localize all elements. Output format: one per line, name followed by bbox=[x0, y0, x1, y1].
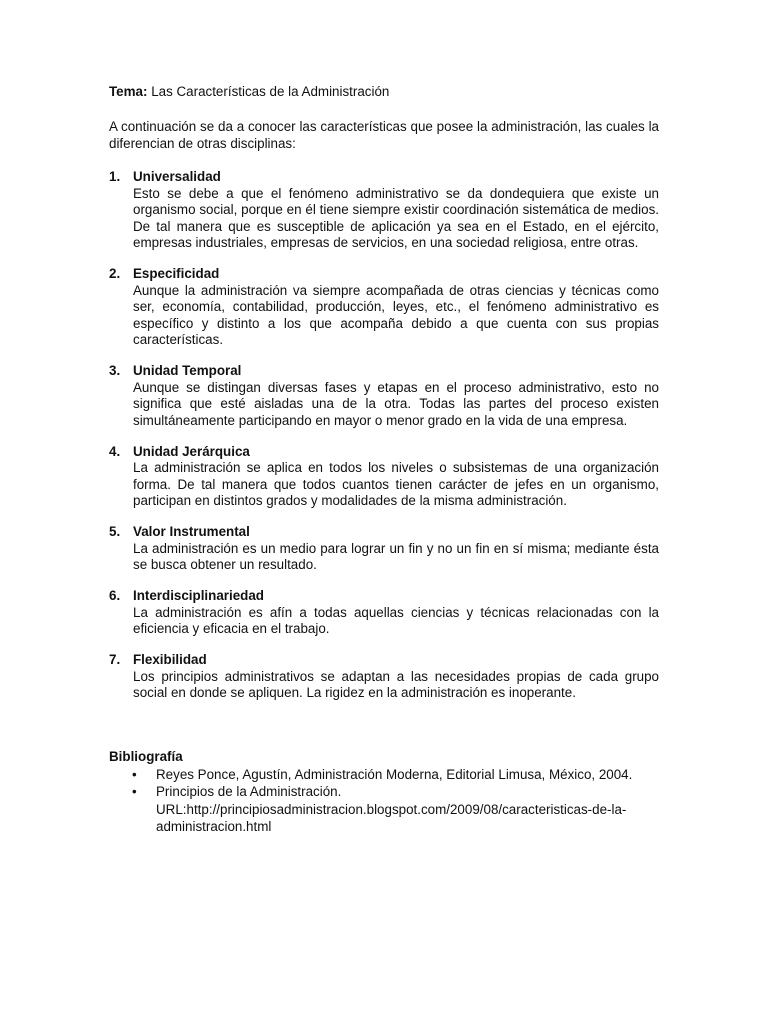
bibliography-entry bbox=[109, 784, 659, 836]
item-number: 7. bbox=[109, 652, 121, 667]
bullet-icon: • bbox=[132, 783, 137, 799]
item-body: La administración es afín a todas aquellas ciencias y técnicas relacionadas con la eficiencia y eficacia en el trabajo. bbox=[133, 604, 659, 636]
item-heading: Especificidad bbox=[133, 266, 220, 281]
characteristics-list bbox=[109, 169, 659, 702]
document-title bbox=[109, 84, 659, 100]
item-body: Aunque se distingan diversas fases y etapas en el proceso administrativo, esto no significa que esté aisladas una de la otra. Todas las partes del proceso existen simultáneamente participando en mayor o menor grado en la vida de una empresa. bbox=[133, 379, 659, 428]
item-number: 2. bbox=[109, 266, 121, 281]
item-heading: Flexibilidad bbox=[133, 652, 207, 667]
list-item bbox=[109, 524, 659, 574]
bibliography-entry bbox=[109, 767, 659, 784]
list-item bbox=[109, 363, 659, 429]
item-body: Esto se debe a que el fenómeno administrativo se da dondequiera que existe un organismo social, porque en él tiene siempre existir coordinación sistemática de medios. De tal manera que es susceptible de aplicación ya sea en el Estado, en el ejército, empresas industriales, empresas de servicios, en una sociedad religiosa, entre otras. bbox=[133, 185, 659, 250]
item-heading: Unidad Temporal bbox=[133, 363, 242, 378]
item-heading: Valor Instrumental bbox=[133, 524, 250, 539]
item-number: 5. bbox=[109, 524, 121, 539]
item-heading: Unidad Jerárquica bbox=[133, 443, 250, 459]
item-heading: Interdisciplinariedad bbox=[133, 588, 264, 603]
item-body: Los principios administrativos se adaptan a las necesidades propias de cada grupo social en donde se apliquen. La rigidez en la administración es inoperante. bbox=[133, 668, 659, 700]
item-body: Aunque la administración va siempre acompañada de otras ciencias y técnicas como ser, economía, contabilidad, producción, leyes, etc., el fenómeno administrativo es específico y distinto a los que acompaña debido a que cuenta con sus propias características. bbox=[133, 282, 659, 347]
intro-paragraph: A continuación se da a conocer las características que posee la administración, las cuales la diferencian de otras disciplinas: bbox=[109, 119, 659, 151]
list-item bbox=[109, 169, 659, 252]
bibliography-heading: Bibliografía bbox=[109, 748, 183, 764]
list-item bbox=[109, 444, 659, 510]
list-item bbox=[109, 266, 659, 349]
item-number: 6. bbox=[109, 588, 121, 603]
list-item bbox=[109, 652, 659, 702]
item-body: La administración es un medio para lograr un fin y no un fin en sí misma; mediante ésta se busca obtener un resultado. bbox=[133, 540, 659, 572]
item-number: 3. bbox=[109, 363, 121, 378]
title-label: Tema: bbox=[109, 84, 148, 99]
item-number: 1. bbox=[109, 169, 121, 184]
document-page bbox=[109, 84, 659, 835]
list-item bbox=[109, 588, 659, 638]
bibliography-list bbox=[109, 767, 659, 835]
item-number: 4. bbox=[109, 443, 121, 459]
bullet-icon: • bbox=[132, 767, 137, 782]
title-text: Las Características de la Administración bbox=[151, 84, 390, 99]
bibliography-url: URL:http://principiosadministracion.blogspot.com/2009/08/caracteristicas-de-la-administracion.html bbox=[156, 802, 627, 834]
item-heading: Universalidad bbox=[133, 169, 221, 184]
bibliography-text: Reyes Ponce, Agustín, Administración Moderna, Editorial Limusa, México, 2004. bbox=[156, 767, 633, 782]
item-body: La administración se aplica en todos los niveles o subsistemas de una organización forma. De tal manera que todos cuantos tienen carácter de jefes en un organismo, participan en distintos grados y modalidades de la misma administración. bbox=[133, 460, 659, 508]
bibliography-text: Principios de la Administración. bbox=[156, 783, 342, 799]
